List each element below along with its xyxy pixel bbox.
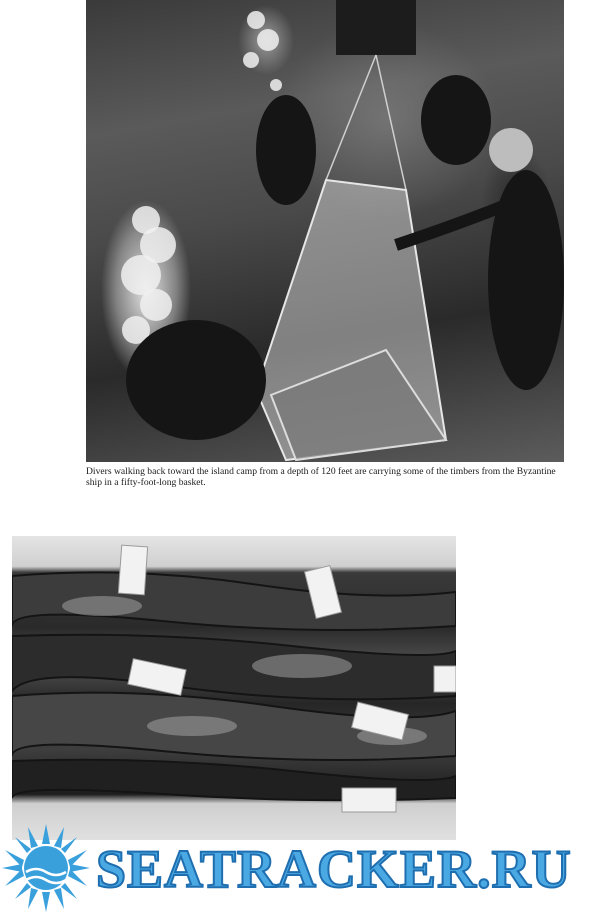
watermark-text: SEATRACKER.RU [96, 839, 572, 899]
photo-ship-timbers [12, 536, 456, 840]
divers-scene-illustration [86, 0, 564, 462]
surface-float [336, 0, 416, 55]
bubbles [121, 11, 282, 365]
site-watermark [0, 822, 616, 914]
timbers-illustration [12, 536, 456, 840]
photo-divers-basket [86, 0, 564, 462]
photo-caption: Divers walking back toward the island camp from a depth of 120 feet are carrying some of the timbers from the Byzantine ship in a fifty-foot-long basket. [86, 466, 556, 488]
sun-burst-icon [0, 822, 96, 914]
